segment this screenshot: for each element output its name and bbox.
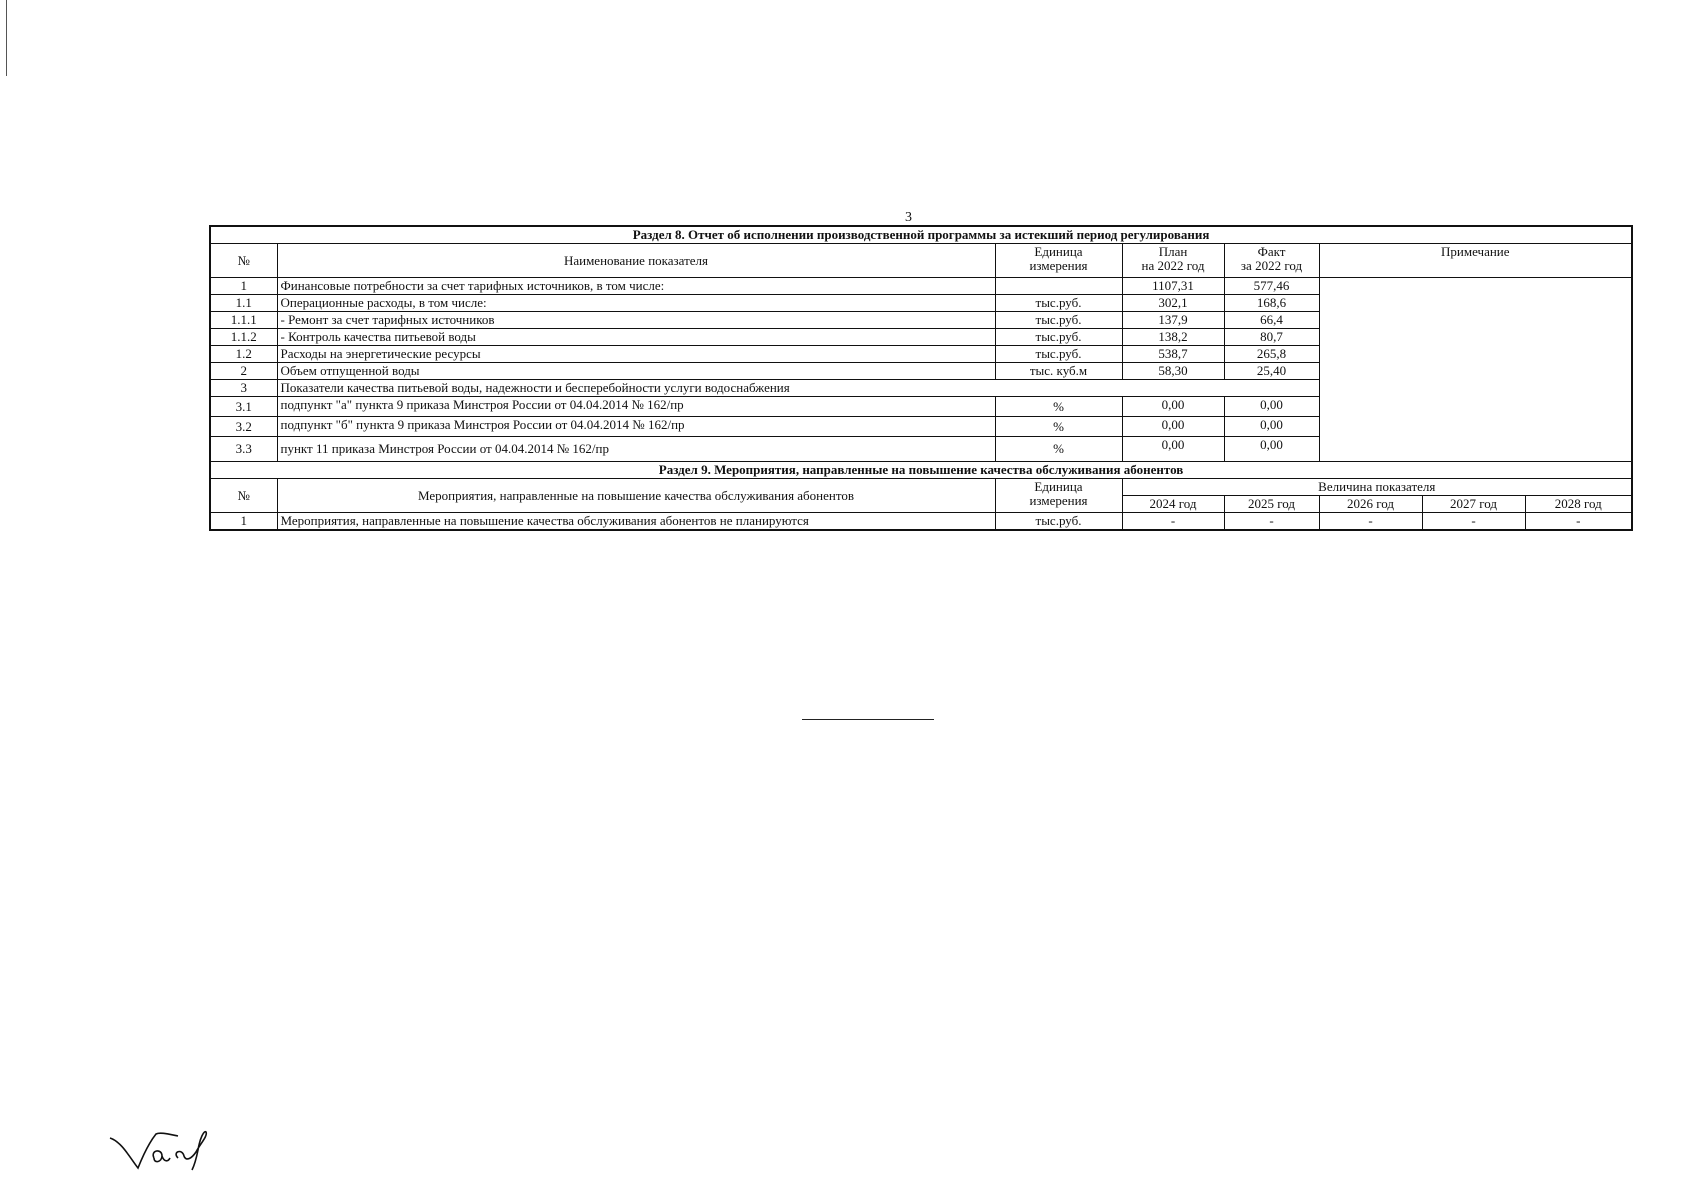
header-year: 2028 год (1525, 496, 1632, 513)
scan-edge-mark (6, 0, 7, 76)
row-value: - (1525, 513, 1632, 531)
row-num: 1 (210, 513, 277, 531)
row-fact: 0,00 (1224, 397, 1319, 417)
row-name: пункт 11 приказа Минстроя России от 04.04.2014 № 162/пр (277, 437, 995, 462)
header-note: Примечание (1319, 244, 1632, 278)
row-unit: тыс.руб. (995, 312, 1122, 329)
row-name: Объем отпущенной воды (277, 363, 995, 380)
table-row (210, 278, 1632, 295)
row-unit (995, 278, 1122, 295)
end-divider (802, 719, 934, 720)
row-unit: тыс. куб.м (995, 363, 1122, 380)
row-num: 1.1.1 (210, 312, 277, 329)
row-name: - Ремонт за счет тарифных источников (277, 312, 995, 329)
row-plan: 58,30 (1122, 363, 1224, 380)
row-num: 2 (210, 363, 277, 380)
row-unit: тыс.руб. (995, 513, 1122, 531)
row-num: 3 (210, 380, 277, 397)
row-unit: % (995, 437, 1122, 462)
row-unit: тыс.руб. (995, 295, 1122, 312)
row-num: 1.2 (210, 346, 277, 363)
row-plan: 137,9 (1122, 312, 1224, 329)
row-unit: % (995, 417, 1122, 437)
row-plan: 0,00 (1122, 397, 1224, 417)
row-plan: 1107,31 (1122, 278, 1224, 295)
page-number: 3 (905, 210, 912, 225)
row-name: Операционные расходы, в том числе: (277, 295, 995, 312)
row-value: - (1224, 513, 1319, 531)
header-measures: Мероприятия, направленные на повышение качества обслуживания абонентов (277, 479, 995, 513)
row-fact: 265,8 (1224, 346, 1319, 363)
row-num: 3.1 (210, 397, 277, 417)
row-plan: 302,1 (1122, 295, 1224, 312)
row-fact: 0,00 (1224, 437, 1319, 462)
row-name: подпункт "б" пункта 9 приказа Минстроя России от 04.04.2014 № 162/пр (277, 417, 995, 437)
header-unit: Единица измерения (995, 244, 1122, 278)
row-num: 1 (210, 278, 277, 295)
header-year: 2026 год (1319, 496, 1422, 513)
section8-title-row (210, 226, 1632, 244)
row-value: - (1422, 513, 1525, 531)
header-fact: Факт за 2022 год (1224, 244, 1319, 278)
header-name: Наименование показателя (277, 244, 995, 278)
row-fact: 168,6 (1224, 295, 1319, 312)
row-fact: 80,7 (1224, 329, 1319, 346)
row-plan: 0,00 (1122, 417, 1224, 437)
row-unit: % (995, 397, 1122, 417)
row-fact: 66,4 (1224, 312, 1319, 329)
header-plan: План на 2022 год (1122, 244, 1224, 278)
section9-title: Раздел 9. Мероприятия, направленные на повышение качества обслуживания абонентов (210, 462, 1632, 479)
row-fact: 577,46 (1224, 278, 1319, 295)
header-num: № (210, 244, 277, 278)
section8-header-row (210, 244, 1632, 278)
row-fact: 0,00 (1224, 417, 1319, 437)
row-name: подпункт "а" пункта 9 приказа Минстроя России от 04.04.2014 № 162/пр (277, 397, 995, 417)
row-num: 3.3 (210, 437, 277, 462)
row-plan: 538,7 (1122, 346, 1224, 363)
header-unit: Единица измерения (995, 479, 1122, 513)
row-plan: 0,00 (1122, 437, 1224, 462)
note-cell (1319, 278, 1632, 462)
section9-header-row-1 (210, 479, 1632, 496)
row-plan: 138,2 (1122, 329, 1224, 346)
row-num: 1.1.2 (210, 329, 277, 346)
section9-title-row (210, 462, 1632, 479)
row-name: Мероприятия, направленные на повышение качества обслуживания абонентов не планируются (277, 513, 995, 531)
header-num: № (210, 479, 277, 513)
row-value: - (1122, 513, 1224, 531)
row-value: - (1319, 513, 1422, 531)
header-year: 2024 год (1122, 496, 1224, 513)
report-table (209, 225, 1633, 531)
row-unit: тыс.руб. (995, 329, 1122, 346)
table-row (210, 513, 1632, 531)
row-num: 1.1 (210, 295, 277, 312)
row-name: - Контроль качества питьевой воды (277, 329, 995, 346)
section8-title: Раздел 8. Отчет об исполнении производственной программы за истекший период регулирования (210, 226, 1632, 244)
row-num: 3.2 (210, 417, 277, 437)
header-year: 2027 год (1422, 496, 1525, 513)
row-name: Расходы на энергетические ресурсы (277, 346, 995, 363)
header-year: 2025 год (1224, 496, 1319, 513)
row-name: Показатели качества питьевой воды, надежности и бесперебойности услуги водоснабжения (277, 380, 1319, 397)
row-name: Финансовые потребности за счет тарифных источников, в том числе: (277, 278, 995, 295)
header-value: Величина показателя (1122, 479, 1632, 496)
row-unit: тыс.руб. (995, 346, 1122, 363)
handwritten-signature (108, 1128, 220, 1172)
row-fact: 25,40 (1224, 363, 1319, 380)
